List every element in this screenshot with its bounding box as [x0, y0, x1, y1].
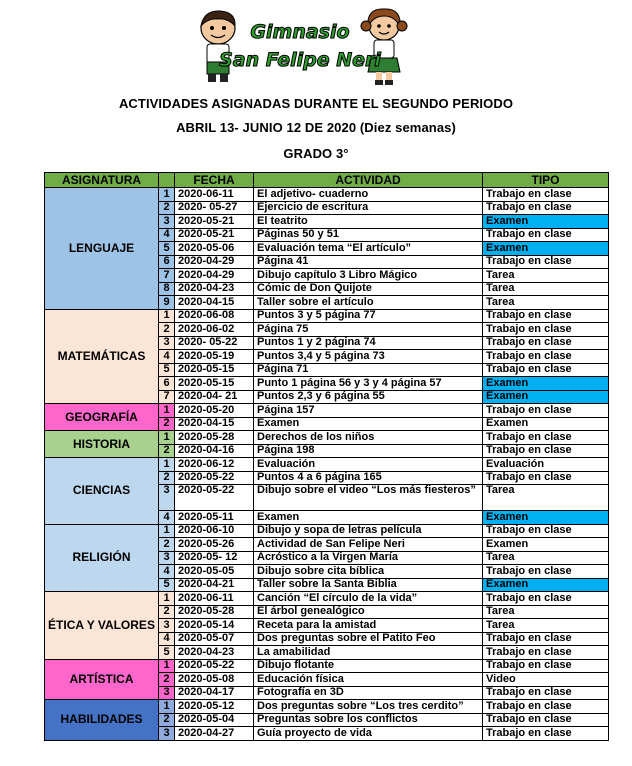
date-cell: 2020-04-29 [175, 269, 254, 283]
date-cell: 2020-06-11 [175, 188, 254, 202]
row-number-cell: 1 [159, 188, 175, 202]
type-cell: Tarea [483, 282, 609, 296]
type-cell: Examen [483, 538, 609, 552]
table-body [45, 188, 609, 741]
row-number-cell: 6 [159, 255, 175, 269]
date-cell: 2020-05-20 [175, 404, 254, 418]
row-number-cell: 7 [159, 269, 175, 283]
type-cell: Tarea [483, 269, 609, 283]
row-number-cell: 3 [159, 215, 175, 229]
activity-cell: Receta para la amistad [254, 619, 483, 633]
activity-cell: Página 198 [254, 444, 483, 458]
activity-cell: Dos preguntas sobre el Patito Feo [254, 632, 483, 646]
table-row [45, 592, 609, 606]
activity-cell: Evaluación [254, 458, 483, 472]
grade-label: GRADO 3° [283, 146, 349, 161]
type-cell: Trabajo en clase [483, 592, 609, 606]
type-cell: Evaluación [483, 458, 609, 472]
activity-cell: Evaluación tema “El artículo” [254, 242, 483, 256]
subject-cell: ÉTICA Y VALORES [45, 592, 159, 660]
type-cell: Examen [483, 377, 609, 391]
activity-cell: Acróstico a la Virgen María [254, 551, 483, 565]
row-number-cell: 2 [159, 417, 175, 431]
date-cell: 2020-05-05 [175, 565, 254, 579]
row-number-cell: 1 [159, 309, 175, 323]
row-number-cell: 4 [159, 565, 175, 579]
type-cell: Tarea [483, 296, 609, 310]
girl-illustration [361, 9, 407, 85]
type-cell: Tarea [483, 605, 609, 619]
activity-cell: Canción “El círculo de la vida” [254, 592, 483, 606]
type-cell: Video [483, 673, 609, 687]
activity-cell: Página 75 [254, 323, 483, 337]
date-cell: 2020-04-15 [175, 296, 254, 310]
col-header-number [159, 173, 175, 188]
type-cell: Trabajo en clase [483, 727, 609, 741]
date-cell: 2020-05-12 [175, 700, 254, 714]
row-number-cell: 3 [159, 336, 175, 350]
date-cell: 2020-04-21 [175, 578, 254, 592]
date-cell: 2020-06-02 [175, 323, 254, 337]
date-cell: 2020-05-22 [175, 471, 254, 485]
table-row [45, 458, 609, 472]
row-number-cell: 1 [159, 700, 175, 714]
type-cell: Examen [483, 242, 609, 256]
table-row [45, 524, 609, 538]
type-cell: Tarea [483, 485, 609, 511]
date-cell: 2020-04-17 [175, 686, 254, 700]
table-row [45, 309, 609, 323]
date-cell: 2020-04-27 [175, 727, 254, 741]
activity-cell: Fotografía en 3D [254, 686, 483, 700]
type-cell: Trabajo en clase [483, 255, 609, 269]
type-cell: Examen [483, 511, 609, 525]
activity-cell: Dos preguntas sobre “Los tres cerdito” [254, 700, 483, 714]
type-cell: Trabajo en clase [483, 228, 609, 242]
activities-table [44, 172, 609, 741]
table-row [45, 431, 609, 445]
row-number-cell: 8 [159, 282, 175, 296]
type-cell: Trabajo en clase [483, 700, 609, 714]
document-title: ACTIVIDADES ASIGNADAS DURANTE EL SEGUNDO PERIODO [118, 96, 514, 111]
row-number-cell: 2 [159, 605, 175, 619]
date-cell: 2020-05-22 [175, 659, 254, 673]
date-cell: 2020-04-29 [175, 255, 254, 269]
date-cell: 2020-05-15 [175, 363, 254, 377]
row-number-cell: 9 [159, 296, 175, 310]
activity-cell: Guía proyecto de vida [254, 727, 483, 741]
row-number-cell: 3 [159, 727, 175, 741]
row-number-cell: 5 [159, 242, 175, 256]
activity-cell: Dibujo sobre cita bíblica [254, 565, 483, 579]
col-header-activity: ACTIVIDAD [254, 173, 483, 188]
type-cell: Trabajo en clase [483, 309, 609, 323]
activity-cell: Ejercicio de escritura [254, 201, 483, 215]
type-cell: Trabajo en clase [483, 431, 609, 445]
type-cell: Trabajo en clase [483, 659, 609, 673]
row-number-cell: 1 [159, 458, 175, 472]
row-number-cell: 3 [159, 686, 175, 700]
period-subtitle: ABRIL 13- JUNIO 12 DE 2020 (Diez semanas) [176, 120, 456, 135]
type-cell: Examen [483, 215, 609, 229]
activity-cell: Dibujo capítulo 3 Libro Mágico [254, 269, 483, 283]
row-number-cell: 2 [159, 713, 175, 727]
activity-cell: El teatrito [254, 215, 483, 229]
date-cell: 2020-06-12 [175, 458, 254, 472]
date-cell: 2020-05-06 [175, 242, 254, 256]
date-cell: 2020-05-22 [175, 485, 254, 511]
table-row [45, 659, 609, 673]
date-cell: 2020-05-07 [175, 632, 254, 646]
date-cell: 2020-05-21 [175, 228, 254, 242]
school-logo [190, 6, 412, 86]
row-number-cell: 4 [159, 632, 175, 646]
date-cell: 2020-05-19 [175, 350, 254, 364]
type-cell: Trabajo en clase [483, 686, 609, 700]
type-cell: Trabajo en clase [483, 363, 609, 377]
type-cell: Trabajo en clase [483, 713, 609, 727]
activity-cell: Puntos 3,4 y 5 página 73 [254, 350, 483, 364]
type-cell: Trabajo en clase [483, 201, 609, 215]
date-cell: 2020-04-23 [175, 282, 254, 296]
type-cell: Trabajo en clase [483, 632, 609, 646]
activity-cell: Examen [254, 511, 483, 525]
col-header-date: FECHA [175, 173, 254, 188]
date-cell: 2020-06-08 [175, 309, 254, 323]
activity-cell: Dibujo flotante [254, 659, 483, 673]
type-cell: Trabajo en clase [483, 336, 609, 350]
subject-cell: LENGUAJE [45, 188, 159, 310]
row-number-cell: 1 [159, 431, 175, 445]
subject-cell: MATEMÁTICAS [45, 309, 159, 404]
type-cell: Trabajo en clase [483, 524, 609, 538]
type-cell: Trabajo en clase [483, 350, 609, 364]
type-cell: Examen [483, 390, 609, 404]
row-number-cell: 5 [159, 363, 175, 377]
type-cell: Trabajo en clase [483, 565, 609, 579]
date-cell: 2020-06-10 [175, 524, 254, 538]
type-cell: Trabajo en clase [483, 471, 609, 485]
date-cell: 2020-06-11 [175, 592, 254, 606]
row-number-cell: 7 [159, 390, 175, 404]
activity-cell: Dibujo sobre el video “Los más fiesteros” [254, 485, 483, 511]
date-cell: 2020-05-08 [175, 673, 254, 687]
type-cell: Tarea [483, 619, 609, 633]
subject-cell: HABILIDADES [45, 700, 159, 741]
row-number-cell: 5 [159, 578, 175, 592]
type-cell: Trabajo en clase [483, 444, 609, 458]
activity-cell: Dibujo y sopa de letras película [254, 524, 483, 538]
row-number-cell: 2 [159, 323, 175, 337]
activity-cell: Página 41 [254, 255, 483, 269]
row-number-cell: 2 [159, 538, 175, 552]
activity-cell: Educación física [254, 673, 483, 687]
date-cell: 2020- 05-27 [175, 201, 254, 215]
activity-cell: Puntos 2,3 y 6 página 55 [254, 390, 483, 404]
date-cell: 2020-05-28 [175, 605, 254, 619]
date-cell: 2020-05-04 [175, 713, 254, 727]
date-cell: 2020-04-16 [175, 444, 254, 458]
date-cell: 2020-04- 21 [175, 390, 254, 404]
row-number-cell: 4 [159, 511, 175, 525]
type-cell: Examen [483, 417, 609, 431]
activity-cell: Taller sobre el artículo [254, 296, 483, 310]
type-cell: Trabajo en clase [483, 404, 609, 418]
type-cell: Trabajo en clase [483, 646, 609, 660]
col-header-subject: ASIGNATURA [45, 173, 159, 188]
date-cell: 2020-05-14 [175, 619, 254, 633]
row-number-cell: 2 [159, 444, 175, 458]
date-cell: 2020-04-15 [175, 417, 254, 431]
activity-cell: Actividad de San Felipe Neri [254, 538, 483, 552]
date-cell: 2020-05-21 [175, 215, 254, 229]
row-number-cell: 6 [159, 377, 175, 391]
table-row [45, 188, 609, 202]
activity-cell: La amabilidad [254, 646, 483, 660]
row-number-cell: 2 [159, 673, 175, 687]
activity-cell: Puntos 1 y 2 página 74 [254, 336, 483, 350]
table-header-row [45, 173, 609, 188]
row-number-cell: 3 [159, 485, 175, 511]
date-cell: 2020-05- 12 [175, 551, 254, 565]
activity-cell: Puntos 3 y 5 página 77 [254, 309, 483, 323]
date-cell: 2020-05-28 [175, 431, 254, 445]
row-number-cell: 1 [159, 404, 175, 418]
row-number-cell: 4 [159, 228, 175, 242]
date-cell: 2020-04-23 [175, 646, 254, 660]
type-cell: Trabajo en clase [483, 323, 609, 337]
activity-cell: El adjetivo- cuaderno [254, 188, 483, 202]
row-number-cell: 2 [159, 201, 175, 215]
date-cell: 2020-05-15 [175, 377, 254, 391]
date-cell: 2020-05-11 [175, 511, 254, 525]
row-number-cell: 1 [159, 592, 175, 606]
date-cell: 2020-05-26 [175, 538, 254, 552]
activity-cell: Punto 1 página 56 y 3 y 4 página 57 [254, 377, 483, 391]
subject-cell: ARTÍSTICA [45, 659, 159, 700]
row-number-cell: 4 [159, 350, 175, 364]
table-row [45, 404, 609, 418]
type-cell: Trabajo en clase [483, 188, 609, 202]
row-number-cell: 2 [159, 471, 175, 485]
activity-cell: Examen [254, 417, 483, 431]
activity-cell: Taller sobre la Santa Biblia [254, 578, 483, 592]
row-number-cell: 1 [159, 524, 175, 538]
row-number-cell: 3 [159, 551, 175, 565]
logo-line-2: San Felipe Neri [219, 49, 381, 71]
activity-cell: Cómic de Don Quijote [254, 282, 483, 296]
activity-cell: Página 71 [254, 363, 483, 377]
type-cell: Examen [483, 578, 609, 592]
row-number-cell: 5 [159, 646, 175, 660]
logo-line-1: Gimnasio [250, 21, 350, 43]
activity-cell: Páginas 50 y 51 [254, 228, 483, 242]
row-number-cell: 3 [159, 619, 175, 633]
subject-cell: HISTORIA [45, 431, 159, 458]
activity-cell: Página 157 [254, 404, 483, 418]
col-header-type: TIPO [483, 173, 609, 188]
activity-cell: El árbol genealógico [254, 605, 483, 619]
row-number-cell: 1 [159, 659, 175, 673]
activity-cell: Puntos 4 a 6 página 165 [254, 471, 483, 485]
table-row [45, 700, 609, 714]
activity-cell: Derechos de los niños [254, 431, 483, 445]
type-cell: Tarea [483, 551, 609, 565]
subject-cell: CIENCIAS [45, 458, 159, 525]
subject-cell: RELIGIÓN [45, 524, 159, 592]
boy-illustration [201, 11, 235, 82]
date-cell: 2020- 05-22 [175, 336, 254, 350]
activity-cell: Preguntas sobre los conflictos [254, 713, 483, 727]
subject-cell: GEOGRAFÍA [45, 404, 159, 431]
